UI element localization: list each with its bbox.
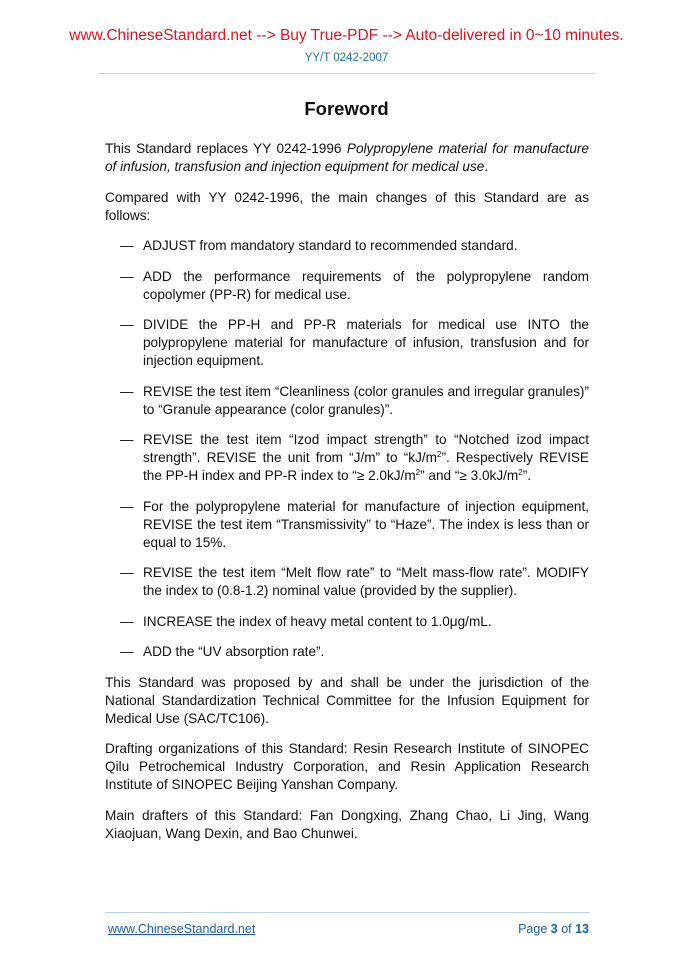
superscript-2: 2 xyxy=(518,468,523,477)
total-pages: 13 xyxy=(575,922,589,936)
list-item xyxy=(105,498,589,552)
footer-divider xyxy=(105,912,589,913)
page-title: Foreword xyxy=(304,98,389,119)
list-item xyxy=(105,613,589,631)
document-body xyxy=(105,140,589,855)
current-page: 3 xyxy=(550,922,558,936)
list-item xyxy=(105,643,589,661)
list-item xyxy=(105,237,589,255)
dash-bullet: — xyxy=(120,432,134,447)
drafting-organizations-paragraph: Drafting organizations of this Standard: Resin Research Institute of SINOPEC Qilu Petrochemical Industry Corporation, and Resin Application Research Institute of SINOPEC Beijing Yanshan Company. xyxy=(105,741,589,792)
header-banner[interactable]: www.ChineseStandard.net --> Buy True-PDF --> Auto-delivered in 0~10 minutes. xyxy=(69,27,624,44)
dash-bullet: — xyxy=(120,613,134,629)
list-item-text: DIVIDE the PP-H and PP-R materials for medical use INTO the polypropylene material for manufacture of infusion, transfusion and for injection equipment. xyxy=(143,317,589,368)
dash-bullet: — xyxy=(120,268,134,284)
dash-bullet: — xyxy=(120,565,134,580)
replaced-standard-title: Polypropylene material for manufacture of infusion, transfusion and injection equipment for medical use xyxy=(105,141,589,174)
replaces-suffix: . xyxy=(484,159,489,174)
list-item-text: ADJUST from mandatory standard to recommended standard. xyxy=(143,238,518,253)
standard-code: YY/T 0242-2007 xyxy=(304,52,389,64)
izod-text-part-3: ” and “≥ 3.0kJ/m xyxy=(420,468,519,483)
dash-bullet: — xyxy=(120,238,134,253)
header-divider xyxy=(98,73,595,74)
replaces-paragraph xyxy=(105,140,589,176)
list-item-text: ADD the “UV absorption rate”. xyxy=(143,644,325,659)
page-of-label: of xyxy=(557,922,576,936)
izod-text-part-1: REVISE the test item “Izod impact strength” to “Notched izod impact strength”. REVISE the unit from “J/m” to “kJ/m xyxy=(143,432,589,465)
dash-bullet: — xyxy=(120,317,134,332)
list-item xyxy=(105,383,589,419)
list-item-text: ADD the performance requirements of the polypropylene random copolymer (PP-R) for medical use. xyxy=(143,268,589,302)
dash-bullet: — xyxy=(120,498,134,514)
page-label: Page xyxy=(518,922,551,936)
list-item xyxy=(105,268,589,304)
list-item-text xyxy=(143,432,589,483)
izod-text-part-4: ”. xyxy=(522,468,532,483)
superscript-2: 2 xyxy=(436,450,442,459)
page-number xyxy=(518,922,589,936)
izod-text-part-2: ”. Respectively REVISE the PP-H index and PP-R index to “≥ 2.0kJ/m xyxy=(143,450,590,483)
list-item xyxy=(105,316,589,370)
proposed-paragraph: This Standard was proposed by and shall be under the jurisdiction of the National Standardization Technical Committee for the Infusion Equipment for Medical Use (SAC/TC106). xyxy=(105,674,589,726)
dash-bullet: — xyxy=(120,644,134,659)
list-item-text: REVISE the test item “Cleanliness (color granules and irregular granules)” to “Granule appearance (color granules)”. xyxy=(143,383,589,417)
footer-website-link[interactable]: www.ChineseStandard.net xyxy=(108,922,256,936)
list-item-text: For the polypropylene material for manufacture of injection equipment, REVISE the test item “Transmissivity” to “Haze”. The index is less than or equal to 15%. xyxy=(143,498,589,550)
superscript-2: 2 xyxy=(415,468,421,477)
list-item-text: INCREASE the index of heavy metal content to 1.0μg/mL. xyxy=(143,613,492,629)
list-item xyxy=(105,431,589,485)
dash-bullet: — xyxy=(120,383,134,399)
list-item-text: REVISE the test item “Melt flow rate” to “Melt mass-flow rate”. MODIFY the index to (0.8-1.2) nominal value (provided by the supplier). xyxy=(143,565,589,598)
replaces-prefix: This Standard replaces YY 0242-1996 xyxy=(105,141,347,156)
changes-lead-paragraph: Compared with YY 0242-1996, the main changes of this Standard are as follows: xyxy=(105,189,589,223)
changes-list xyxy=(105,237,589,661)
drafters-paragraph: Main drafters of this Standard: Fan Dongxing, Zhang Chao, Li Jing, Wang Xiaojuan, Wang Dexin, and Bao Chunwei. xyxy=(105,807,589,841)
list-item xyxy=(105,564,589,600)
